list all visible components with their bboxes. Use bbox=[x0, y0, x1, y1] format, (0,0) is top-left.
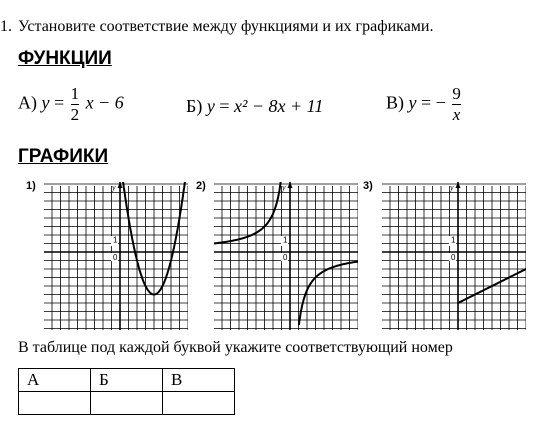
y-axis-label: y bbox=[112, 183, 116, 192]
function-b-y: y bbox=[206, 96, 215, 116]
unit-label: 1 bbox=[113, 235, 118, 245]
function-c-denominator: x bbox=[452, 105, 461, 124]
graph-2 bbox=[214, 182, 358, 330]
answer-instruction: В таблице под каждой буквой укажите соответствующий номер bbox=[18, 339, 453, 356]
answer-header-a: А bbox=[19, 369, 91, 392]
y-axis-arrow bbox=[288, 182, 293, 188]
graph-3 bbox=[382, 182, 526, 330]
answer-cell-a[interactable] bbox=[19, 392, 91, 415]
function-a-rest: x − 6 bbox=[85, 92, 124, 113]
function-a-y: y bbox=[41, 92, 50, 113]
function-c-eq: = − bbox=[421, 92, 446, 113]
function-a bbox=[18, 84, 124, 125]
graph-3-label: 3) bbox=[363, 180, 373, 192]
y-axis-label: y bbox=[282, 183, 286, 192]
origin-label: 0 bbox=[113, 253, 118, 262]
function-c-fraction bbox=[452, 84, 461, 125]
unit-label: 1 bbox=[283, 235, 288, 245]
graph-1-label: 1) bbox=[26, 180, 36, 192]
function-a-label: А) bbox=[18, 92, 37, 113]
function-a-denominator: 2 bbox=[70, 105, 80, 124]
answer-header-c: В bbox=[163, 369, 235, 392]
function-c-label: В) bbox=[386, 92, 404, 113]
function-b-eq: = bbox=[219, 96, 230, 116]
answer-header-b: Б bbox=[91, 369, 163, 392]
task-instruction: Установите соответствие между функциями и их графиками. bbox=[18, 18, 434, 35]
answer-table bbox=[18, 368, 235, 415]
answer-header-row bbox=[19, 369, 235, 392]
function-b bbox=[186, 96, 323, 117]
function-a-numerator: 1 bbox=[70, 84, 80, 103]
y-axis-arrow bbox=[456, 182, 461, 188]
y-axis-arrow bbox=[118, 182, 123, 188]
function-b-expression: x² − 8x + 11 bbox=[234, 96, 324, 116]
y-axis-label: y bbox=[450, 183, 454, 192]
task-number: 1. bbox=[0, 18, 12, 35]
answer-cell-c[interactable] bbox=[163, 392, 235, 415]
origin-label: 0 bbox=[283, 253, 288, 262]
graph-1 bbox=[44, 182, 188, 330]
answer-input-row bbox=[19, 392, 235, 415]
function-c-y: y bbox=[408, 92, 417, 113]
function-b-label: Б) bbox=[186, 96, 203, 116]
function-a-fraction bbox=[71, 84, 80, 125]
answer-cell-b[interactable] bbox=[91, 392, 163, 415]
function-c bbox=[386, 84, 463, 125]
graphs-heading: ГРАФИКИ bbox=[18, 146, 109, 167]
origin-label: 0 bbox=[451, 253, 456, 262]
function-a-eq: = bbox=[54, 92, 65, 113]
function-c-numerator: 9 bbox=[452, 84, 461, 103]
graph-2-label: 2) bbox=[196, 180, 206, 192]
unit-label: 1 bbox=[451, 235, 456, 245]
functions-heading: ФУНКЦИИ bbox=[18, 48, 112, 69]
